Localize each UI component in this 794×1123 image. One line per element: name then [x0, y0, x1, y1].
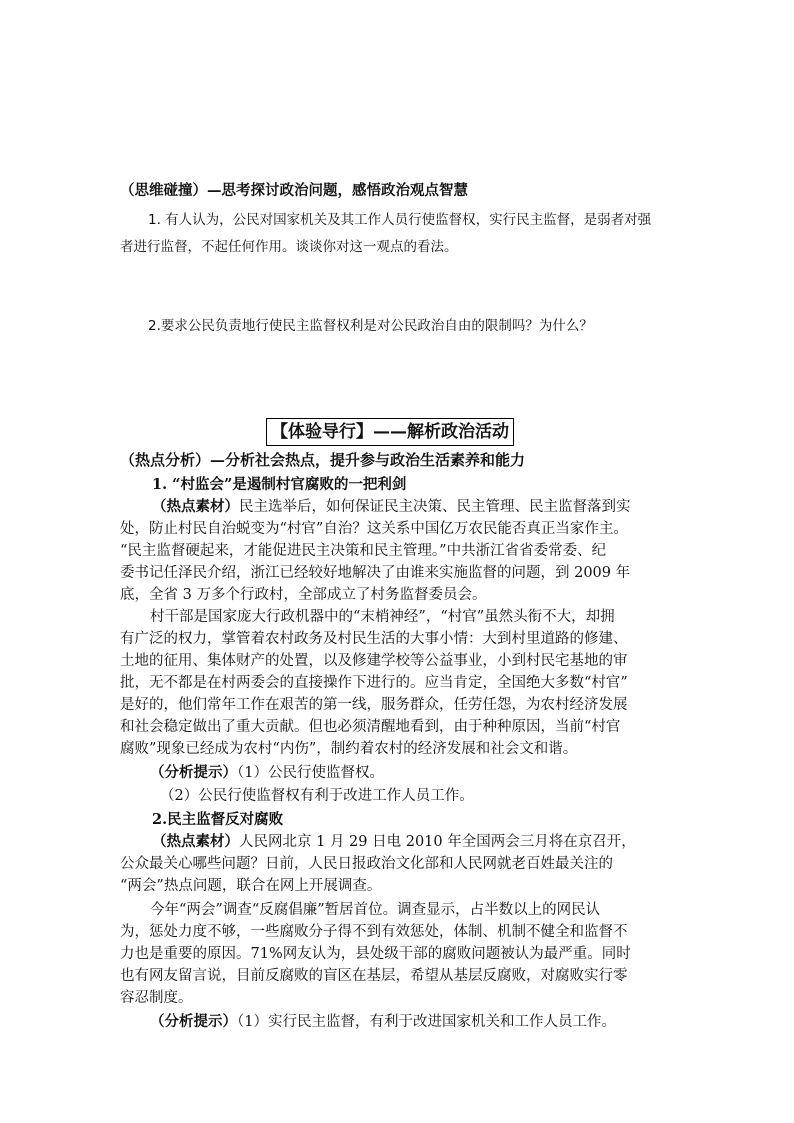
heading-text: —思考探讨政治问题，感悟政治观点智慧	[207, 182, 468, 199]
material-tag: （热点素材）	[152, 498, 239, 515]
section-heading-hotspot: （热点分析）—分析社会热点，提升参与政治生活素养和能力	[120, 451, 526, 469]
hint-text: （1）实行民主监督，有利于改进国家机关和工作人员工作。	[237, 1014, 616, 1030]
item-2-line: 今年“两会”调查“反腐倡廉”暂居首位。调查显示，占半数以上的网民认	[150, 902, 601, 918]
item-2-line: “两会”热点问题，联合在网上开展调查。	[120, 878, 382, 894]
item-2-hint-line-1	[150, 1011, 616, 1033]
item-1-line: 土地的征用、集体财产的处置，以及修建学校等公益事业，小到村民宅基地的审	[120, 653, 628, 669]
item-1-line: 村干部是国家庞大行政机器中的“末梢神经”，“村官”虽然头衔不大，却拥	[150, 609, 615, 625]
item-1-line: 腐败”现象已经成为农村“内伤”，制约着农村的经济发展和社会文和谐。	[120, 741, 578, 757]
item-1-line: “民主监督硬起来，才能促进民主决策和民主管理。”中共浙江省省委常委、纪	[120, 543, 607, 559]
item-2-line: 容忍制度。	[120, 990, 193, 1006]
hint-text: （1）公民行使监督权。	[237, 765, 384, 781]
item-1-line: 是好的，他们常年工作在艰苦的第一线，服务群众，任劳任怨，为农村经济发展	[120, 697, 628, 713]
item-1-hint-line-1	[150, 762, 384, 784]
section-banner: 【体验导行】——解析政治活动	[266, 418, 514, 446]
question-1-line-2: 者进行监督，不起任何作用。谈谈你对这一观点的看法。	[120, 239, 458, 255]
item-2-line: 公众最关心哪些问题？日前，人民日报政治文化部和人民网就老百姓最关注的	[120, 856, 613, 872]
item-1-line: 有广泛的权力，掌管着农村政务及村民生活的大事小情：大到村里道路的修建、	[120, 631, 628, 647]
heading-tag: （思维碰撞）	[120, 182, 207, 199]
item-2-line: 为，惩处力度不够，一些腐败分子得不到有效惩处，体制、机制不健全和监督不	[120, 924, 628, 940]
item-2-paragraph-1-line-1	[152, 831, 636, 853]
item-2-line: 也有网友留言说，目前反腐败的盲区在基层，希望从基层反腐败，对腐败实行零	[120, 968, 628, 984]
text: 民主选举后，如何保证民主决策、民主管理、民主监督落到实	[239, 499, 631, 515]
item-1-line: 委书记任泽民介绍，浙江已经较好地解决了由谁来实施监督的问题，到 2009 年	[120, 565, 631, 581]
item-1-line: 批，无不都是在村两委会的直接操作下进行的。应当肯定，全国绝大多数“村官”	[120, 675, 628, 691]
item-2-line: 力也是重要的原因。71%网友认为，县处级干部的腐败问题被认为最严重。同时	[120, 946, 631, 962]
item-1-paragraph-1-line-1	[152, 496, 631, 518]
hint-tag: （分析提示）	[150, 1013, 237, 1030]
material-tag: （热点素材）	[152, 833, 239, 850]
item-2-title: 2.民主监督反对腐败	[152, 811, 284, 828]
item-1-line: 处，防止村民自治蜕变为“村官”自治？这关系中国亿万农民能否真正当家作主。	[120, 521, 628, 537]
item-1-hint-line-2: （2）公民行使监督权有利于改进工作人员工作。	[160, 788, 474, 804]
question-1-line-1: 1. 有人认为，公民对国家机关及其工作人员行使监督权，实行民主监督，是弱者对强	[148, 212, 652, 228]
item-1-title: 1. “村监会”是遏制村官腐败的一把利剑	[152, 476, 407, 493]
item-1-line: 和社会稳定做出了重大贡献。但也必须清醒地看到，由于种种原因，当前“村官	[120, 719, 621, 735]
section-heading-thinking	[120, 180, 468, 202]
question-2: 2.要求公民负责地行使民主监督权利是对公民政治自由的限制吗？为什么？	[148, 318, 593, 334]
item-1-line: 底，全省 3 万多个行政村，全部成立了村务监督委员会。	[120, 587, 487, 603]
hint-tag: （分析提示）	[150, 764, 237, 781]
text: 人民网北京 1 月 29 日电 2010 年全国两会三月将在京召开，	[239, 834, 636, 850]
